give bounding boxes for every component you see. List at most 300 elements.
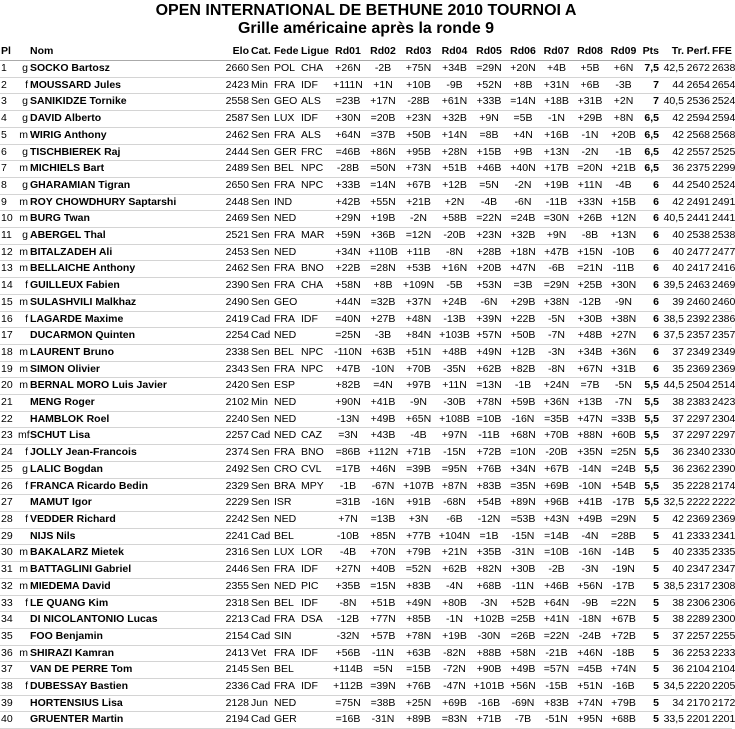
cell-rd03: +79B (400, 545, 437, 562)
cell-rd03: +3N (400, 511, 437, 528)
cell-tiebreak: 40 (660, 228, 685, 245)
cell-performance: 2333 (685, 528, 711, 545)
cell-category: Sen (250, 294, 273, 311)
cell-name: JOLLY Jean-Francois (29, 445, 222, 462)
cell-rd06: -2N (506, 177, 540, 194)
cell-name: BITALZADEH Ali (29, 244, 222, 261)
cell-category: Cad (250, 712, 273, 729)
cell-rd03: +73N (400, 161, 437, 178)
cell-rd04: +2N (437, 194, 472, 211)
cell-rd04: +32B (437, 111, 472, 128)
cell-rd01: -13N (330, 411, 366, 428)
column-header-league: Ligue (300, 44, 330, 61)
cell-rd06: +32B (506, 228, 540, 245)
cell-name: SANIKIDZE Tornike (29, 94, 222, 111)
cell-title: f (17, 511, 29, 528)
cell-rd09: -16B (607, 679, 640, 696)
cell-points: 6,5 (640, 144, 660, 161)
cell-elo: 2587 (222, 111, 250, 128)
table-row (0, 344, 732, 361)
cell-tiebreak: 38 (660, 395, 685, 412)
cell-performance: 2463 (685, 278, 711, 295)
cell-federation: FRA (273, 679, 300, 696)
cell-ffe: 2357 (711, 328, 732, 345)
cell-performance: 2289 (685, 612, 711, 629)
cell-rd03: +71B (400, 445, 437, 462)
cell-points: 5 (640, 528, 660, 545)
cell-tiebreak: 42 (660, 111, 685, 128)
cell-rd07: +16B (540, 127, 573, 144)
cell-elo: 2423 (222, 77, 250, 94)
cell-federation: BEL (273, 528, 300, 545)
cell-rd06: -11N (506, 578, 540, 595)
cell-rd02: =38B (366, 695, 400, 712)
cell-title (17, 411, 29, 428)
cell-rd05: +78N (472, 395, 506, 412)
cell-category: Sen (250, 244, 273, 261)
cell-rd07: -20B (540, 445, 573, 462)
table-row (0, 211, 732, 228)
cell-rd09: -5N (607, 378, 640, 395)
cell-title: g (17, 94, 29, 111)
cell-tiebreak: 36 (660, 645, 685, 662)
cell-rd07: -6B (540, 261, 573, 278)
cell-rd03: +21B (400, 194, 437, 211)
cell-rd09: =33B (607, 411, 640, 428)
cell-league: IDF (300, 679, 330, 696)
cell-rd01: =86B (330, 445, 366, 462)
cell-rd05: =10B (472, 411, 506, 428)
cell-rd03: =52N (400, 562, 437, 579)
cell-rd04: -30B (437, 395, 472, 412)
cell-rd04: +11N (437, 378, 472, 395)
cell-rd04: +69B (437, 695, 472, 712)
cell-category: Cad (250, 679, 273, 696)
cell-title: g (17, 111, 29, 128)
column-header-ffe: FFE (711, 44, 732, 61)
cell-performance: 2253 (685, 645, 711, 662)
cell-elo: 2229 (222, 495, 250, 512)
standings-table (0, 44, 735, 729)
cell-category: Jun (250, 695, 273, 712)
cell-rd01: =75N (330, 695, 366, 712)
cell-name: GUILLEUX Fabien (29, 278, 222, 295)
cell-tiebreak: 36 (660, 161, 685, 178)
cell-ffe: 2491 (711, 194, 732, 211)
cell-rd08: =45B (573, 662, 607, 679)
column-header-rd03: Rd03 (400, 44, 437, 61)
cell-ffe: 2386 (711, 311, 732, 328)
cell-federation: BRA (273, 478, 300, 495)
cell-rd06: +22B (506, 311, 540, 328)
cell-rd06: -31N (506, 545, 540, 562)
cell-rd02: -2B (366, 61, 400, 78)
cell-federation: FRA (273, 445, 300, 462)
cell-rd02: +51B (366, 595, 400, 612)
cell-rd05: +46B (472, 161, 506, 178)
cell-place: 19 (0, 361, 17, 378)
cell-place: 17 (0, 328, 17, 345)
cell-rd05: +35B (472, 545, 506, 562)
cell-points: 5 (640, 712, 660, 729)
cell-rd03: +77B (400, 528, 437, 545)
cell-league (300, 194, 330, 211)
cell-rd07: +96B (540, 495, 573, 512)
cell-rd07: +13N (540, 144, 573, 161)
table-row (0, 662, 732, 679)
cell-rd08: +48B (573, 328, 607, 345)
cell-name: ABERGEL Thal (29, 228, 222, 245)
cell-ffe: 2524 (711, 94, 732, 111)
cell-tiebreak: 42,5 (660, 61, 685, 78)
cell-federation: NED (273, 328, 300, 345)
cell-rd03: +95B (400, 144, 437, 161)
cell-name: GHARAMIAN Tigran (29, 177, 222, 194)
cell-rd07: +69B (540, 478, 573, 495)
cell-rd05: +88B (472, 645, 506, 662)
cell-rd02: +49B (366, 411, 400, 428)
cell-ffe: 2594 (711, 111, 732, 128)
cell-performance: 2220 (685, 679, 711, 696)
cell-rd08: -8B (573, 228, 607, 245)
cell-category: Sen (250, 545, 273, 562)
cell-league (300, 495, 330, 512)
cell-performance: 2417 (685, 261, 711, 278)
cell-name: VAN DE PERRE Tom (29, 662, 222, 679)
cell-rd07: =30N (540, 211, 573, 228)
table-row (0, 478, 732, 495)
cell-rd02: +55N (366, 194, 400, 211)
cell-title: g (17, 177, 29, 194)
cell-rd09: +2N (607, 94, 640, 111)
cell-rd01: -12B (330, 612, 366, 629)
cell-tiebreak: 33,5 (660, 712, 685, 729)
cell-rd07: -15B (540, 679, 573, 696)
cell-league (300, 294, 330, 311)
cell-rd07: =35B (540, 411, 573, 428)
cell-title: f (17, 278, 29, 295)
cell-rd01: =46B (330, 144, 366, 161)
cell-category: Cad (250, 328, 273, 345)
cell-ffe: 2174 (711, 478, 732, 495)
cell-ffe: 2335 (711, 545, 732, 562)
cell-ffe: 2638 (711, 61, 732, 78)
cell-rd08: +95N (573, 712, 607, 729)
cell-title: m (17, 378, 29, 395)
cell-points: 6 (640, 211, 660, 228)
cell-rd07: +9N (540, 228, 573, 245)
cell-performance: 2594 (685, 111, 711, 128)
cell-rd01: =23B (330, 94, 366, 111)
cell-ffe: 2341 (711, 528, 732, 545)
cell-rd07: +47B (540, 244, 573, 261)
cell-rd05: +23N (472, 228, 506, 245)
cell-rd09: -17B (607, 578, 640, 595)
cell-rd05: -11B (472, 428, 506, 445)
cell-ffe: 2304 (711, 411, 732, 428)
cell-rd09: -18B (607, 645, 640, 662)
cell-rd09: -7N (607, 395, 640, 412)
cell-title: m (17, 344, 29, 361)
cell-league: NPC (300, 177, 330, 194)
cell-place: 32 (0, 578, 17, 595)
cell-league: NPC (300, 344, 330, 361)
column-header-rd02: Rd02 (366, 44, 400, 61)
cell-performance: 2491 (685, 194, 711, 211)
cell-rd03: +63B (400, 645, 437, 662)
table-row (0, 578, 732, 595)
cell-performance: 2362 (685, 461, 711, 478)
cell-title: m (17, 562, 29, 579)
cell-tiebreak: 40 (660, 562, 685, 579)
cell-rd05: +82N (472, 562, 506, 579)
cell-rd06: =26B (506, 628, 540, 645)
cell-category: Cad (250, 528, 273, 545)
cell-points: 6 (640, 228, 660, 245)
cell-name: GRUENTER Martin (29, 712, 222, 729)
cell-category: Sen (250, 94, 273, 111)
cell-tiebreak: 42 (660, 511, 685, 528)
cell-rd05: +28B (472, 244, 506, 261)
cell-points: 6 (640, 344, 660, 361)
cell-elo: 2490 (222, 294, 250, 311)
cell-rd09: +60B (607, 428, 640, 445)
cell-points: 5 (640, 662, 660, 679)
cell-name: DUCARMON Quinten (29, 328, 222, 345)
cell-elo: 2419 (222, 311, 250, 328)
cell-rd06: -6N (506, 194, 540, 211)
cell-rd07: +43N (540, 511, 573, 528)
cell-rd05: +57N (472, 328, 506, 345)
cell-rd01: -28B (330, 161, 366, 178)
cell-rd02: -16N (366, 495, 400, 512)
column-header-category: Cat. (250, 44, 273, 61)
cell-place: 35 (0, 628, 17, 645)
cell-federation: ESP (273, 378, 300, 395)
cell-tiebreak: 35 (660, 361, 685, 378)
cell-performance: 2349 (685, 344, 711, 361)
cell-rd05: +52N (472, 77, 506, 94)
cell-rd02: +19B (366, 211, 400, 228)
cell-rd07: -2B (540, 562, 573, 579)
cell-rd08: +56N (573, 578, 607, 595)
cell-category: Sen (250, 144, 273, 161)
cell-elo: 2444 (222, 144, 250, 161)
cell-rd09: +20B (607, 127, 640, 144)
cell-league: ALS (300, 94, 330, 111)
cell-rd01: +35B (330, 578, 366, 595)
cell-rd07: +36N (540, 395, 573, 412)
cell-place: 30 (0, 545, 17, 562)
cell-title: m (17, 244, 29, 261)
column-header-rd01: Rd01 (330, 44, 366, 61)
cell-category: Min (250, 395, 273, 412)
cell-name: SHIRAZI Kamran (29, 645, 222, 662)
cell-rd09: +8N (607, 111, 640, 128)
cell-place: 38 (0, 679, 17, 696)
cell-federation: FRA (273, 361, 300, 378)
cell-league (300, 411, 330, 428)
cell-performance: 2340 (685, 445, 711, 462)
cell-rd06: +40N (506, 161, 540, 178)
table-row (0, 445, 732, 462)
table-row (0, 144, 732, 161)
cell-rd03: -28B (400, 94, 437, 111)
cell-place: 3 (0, 94, 17, 111)
cell-rd09: -19N (607, 562, 640, 579)
cell-rd07: +67B (540, 461, 573, 478)
cell-rd08: -18N (573, 612, 607, 629)
cell-federation: BEL (273, 161, 300, 178)
cell-ffe: 2222 (711, 495, 732, 512)
cell-place: 18 (0, 344, 17, 361)
cell-tiebreak: 44 (660, 77, 685, 94)
cell-tiebreak: 37 (660, 428, 685, 445)
cell-league (300, 712, 330, 729)
cell-rd07: +41N (540, 612, 573, 629)
cell-rd03: +83B (400, 578, 437, 595)
cell-points: 7 (640, 77, 660, 94)
cell-rd07: -1N (540, 111, 573, 128)
cell-rd01: +27N (330, 562, 366, 579)
table-row (0, 545, 732, 562)
cell-rd03: +70B (400, 361, 437, 378)
cell-points: 5 (640, 595, 660, 612)
cell-federation: GER (273, 144, 300, 161)
cell-performance: 2375 (685, 161, 711, 178)
cell-league (300, 395, 330, 412)
cell-elo: 2448 (222, 194, 250, 211)
cell-league (300, 662, 330, 679)
cell-place: 27 (0, 495, 17, 512)
cell-federation: FRA (273, 311, 300, 328)
cell-category: Sen (250, 177, 273, 194)
cell-rd09: -4B (607, 177, 640, 194)
cell-rd04: +48B (437, 344, 472, 361)
cell-tiebreak: 34,5 (660, 679, 685, 696)
cell-elo: 2102 (222, 395, 250, 412)
cell-rd02: +110B (366, 244, 400, 261)
cell-rd09: =22N (607, 595, 640, 612)
cell-title: f (17, 311, 29, 328)
cell-tiebreak: 42 (660, 194, 685, 211)
cell-rd04: =83N (437, 712, 472, 729)
cell-place: 1 (0, 61, 17, 78)
cell-points: 5 (640, 545, 660, 562)
cell-points: 5 (640, 695, 660, 712)
cell-rd07: +19B (540, 177, 573, 194)
cell-federation: FRA (273, 261, 300, 278)
cell-place: 26 (0, 478, 17, 495)
cell-rd07: =10B (540, 545, 573, 562)
cell-rd08: -9B (573, 595, 607, 612)
cell-points: 6,5 (640, 127, 660, 144)
cell-title: m (17, 194, 29, 211)
table-row (0, 94, 732, 111)
cell-rd05: -4B (472, 194, 506, 211)
cell-category: Sen (250, 478, 273, 495)
cell-rd09: =25N (607, 445, 640, 462)
cell-ffe: 2369 (711, 361, 732, 378)
cell-rd07: -3N (540, 344, 573, 361)
cell-rd04: +51B (437, 161, 472, 178)
cell-rd05: +20B (472, 261, 506, 278)
cell-place: 24 (0, 445, 17, 462)
cell-rd02: -10N (366, 361, 400, 378)
cell-league: CHA (300, 278, 330, 295)
cell-rd01: +29N (330, 211, 366, 228)
table-row (0, 679, 732, 696)
cell-title: g (17, 228, 29, 245)
cell-name: DUBESSAY Bastien (29, 679, 222, 696)
cell-ffe: 2306 (711, 595, 732, 612)
cell-rd05: -12N (472, 511, 506, 528)
cell-rd09: -17B (607, 495, 640, 512)
cell-category: Sen (250, 261, 273, 278)
cell-ffe: 2233 (711, 645, 732, 662)
cell-rd07: =29N (540, 278, 573, 295)
cell-rd09: -3B (607, 77, 640, 94)
cell-rd06: =24B (506, 211, 540, 228)
cell-elo: 2492 (222, 461, 250, 478)
cell-name: HAMBLOK Roel (29, 411, 222, 428)
cell-rd09: -14B (607, 545, 640, 562)
cell-tiebreak: 40 (660, 545, 685, 562)
cell-name: BURG Twan (29, 211, 222, 228)
cell-rd02: +40B (366, 562, 400, 579)
cell-points: 5,5 (640, 461, 660, 478)
cell-rd04: -1N (437, 612, 472, 629)
cell-elo: 2329 (222, 478, 250, 495)
cell-name: BERNAL MORO Luis Javier (29, 378, 222, 395)
cell-category: Cad (250, 428, 273, 445)
cell-category: Sen (250, 562, 273, 579)
cell-rd08: +35N (573, 445, 607, 462)
cell-tiebreak: 39,5 (660, 278, 685, 295)
cell-rd01: +64N (330, 127, 366, 144)
cell-place: 28 (0, 511, 17, 528)
cell-rd05: +54B (472, 495, 506, 512)
cell-title: mf (17, 428, 29, 445)
cell-performance: 2536 (685, 94, 711, 111)
cell-federation: FRA (273, 77, 300, 94)
cell-performance: 2568 (685, 127, 711, 144)
cell-league: ALS (300, 127, 330, 144)
cell-rd08: +74N (573, 695, 607, 712)
cell-points: 6,5 (640, 111, 660, 128)
cell-performance: 2383 (685, 395, 711, 412)
cell-federation: LUX (273, 545, 300, 562)
cell-place: 37 (0, 662, 17, 679)
cell-category: Sen (250, 194, 273, 211)
cell-name: MIEDEMA David (29, 578, 222, 595)
cell-rd04: -8N (437, 244, 472, 261)
cell-league (300, 628, 330, 645)
cell-title (17, 395, 29, 412)
cell-rd07: -7N (540, 328, 573, 345)
cell-league: BNO (300, 261, 330, 278)
table-header (0, 44, 732, 61)
table-row (0, 244, 732, 261)
cell-federation: NED (273, 578, 300, 595)
cell-rd04: +103B (437, 328, 472, 345)
cell-rd09: +72B (607, 628, 640, 645)
cell-place: 14 (0, 278, 17, 295)
cell-rd08: +49B (573, 511, 607, 528)
cell-rd04: -4N (437, 578, 472, 595)
cell-name: SCHUT Lisa (29, 428, 222, 445)
cell-rd04: +28N (437, 144, 472, 161)
